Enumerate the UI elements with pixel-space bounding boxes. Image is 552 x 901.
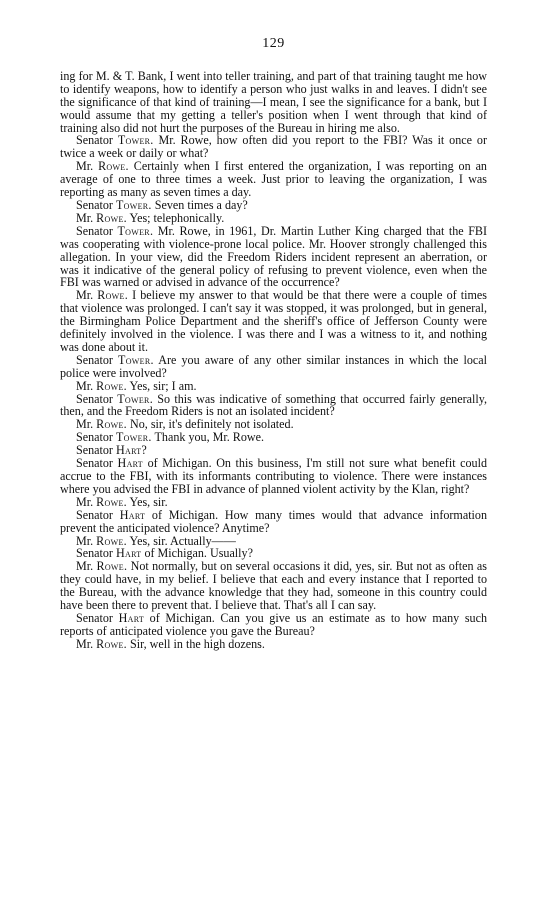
speech-text: of Michigan. How many times would that advance information prevent the anticipated violence? Anytime?: [60, 507, 488, 535]
speaker-name: Senator Hart: [76, 610, 145, 625]
transcript-paragraph: [60, 70, 487, 135]
speech-text: of Michigan. Can you give us an estimate as to how many such reports of anticipated violence you gave the Bureau?: [60, 610, 487, 638]
speaker-name: Senator Tower.: [76, 391, 154, 406]
speaker-name: Senator Tower.: [76, 430, 152, 445]
speaker-name: Senator Hart: [76, 546, 142, 561]
speech-text: So this was indicative of something that occurred fairly generally, then, and the Freedom Riders is not an isolated incident?: [60, 391, 488, 419]
speaker-name: Senator Tower.: [76, 197, 152, 212]
speech-text: Thank you, Mr. Rowe.: [151, 430, 265, 445]
speech-text: Yes, sir.: [126, 494, 168, 509]
speech-text: Not normally, but on several occasions it did, yes, sir. But not as often as they could have, in my belief. I believe that each and every instance that I reported to the Bureau, with the advance knowledge that they had, someone in this country could have been there to prevent that. I believe that. That's all I can say.: [60, 559, 487, 613]
speaker-name: Senator Hart: [76, 456, 143, 471]
speaker-name: Mr. Rowe.: [76, 636, 127, 651]
document-page: [60, 38, 487, 651]
speaker-name: Mr. Rowe.: [76, 417, 127, 432]
transcript-paragraph: [60, 225, 487, 290]
transcript-body: [60, 70, 487, 651]
speaker-name: Mr. Rowe.: [76, 210, 127, 225]
speech-text: Seven times a day?: [151, 197, 248, 212]
transcript-paragraph: [60, 134, 487, 160]
speech-text: ing for M. & T. Bank, I went into teller training, and part of that training taught me how to identify weapons, how to identify a person who just walks in and leaves. I didn't see the significance of that kind of training—I mean, I see the significance for a bank, but I would assume that my getting a teller's position when I went through that kind of training also did not hurt the purposes of the Bureau in hiring me also.: [60, 68, 487, 135]
page-number: 129: [262, 36, 285, 51]
speech-text: Are you aware of any other similar instances in which the local police were involved?: [60, 352, 487, 380]
speaker-name: Mr. Rowe.: [76, 494, 127, 509]
speech-text: No, sir, it's definitely not isolated.: [126, 417, 294, 432]
transcript-paragraph: [60, 393, 487, 419]
transcript-paragraph: [60, 289, 487, 354]
speech-text: Yes, sir. Actually——: [126, 533, 236, 548]
speaker-name: Senator Tower.: [76, 223, 154, 238]
speaker-name: Mr. Rowe.: [76, 559, 128, 574]
speech-text: Mr. Rowe, in 1961, Dr. Martin Luther King charged that the FBI was cooperating with violence-prone local police. Mr. Hoover strongly challenged this allegation. In your view, did the Freedom Riders incident represent an aberration, or was it indicative of the general policy of refusing to prevent violence, even when the FBI was warned or advised in advance of the occurrence?: [60, 223, 488, 290]
speaker-name: Mr. Rowe.: [76, 533, 127, 548]
speech-text: of Michigan. On this business, I'm still not sure what benefit could accrue to the FBI, with its informants contributing to violence. There were instances where you advised the FBI in advance of planned violent activity by the Klan, right?: [60, 456, 488, 496]
speech-text: of Michigan. Usually?: [141, 546, 253, 561]
transcript-paragraph: [60, 354, 487, 380]
speech-text: Sir, well in the high dozens.: [126, 636, 265, 651]
speaker-name: Senator Hart: [76, 507, 146, 522]
transcript-paragraph: [60, 612, 487, 638]
speaker-name: Mr. Rowe.: [76, 159, 129, 174]
speech-text: Yes; telephonically.: [126, 210, 225, 225]
transcript-paragraph: [60, 457, 487, 496]
speaker-name: Mr. Rowe.: [76, 378, 127, 393]
speech-text: Mr. Rowe, how often did you report to the FBI? Was it once or twice a week or daily or what?: [60, 133, 487, 161]
speaker-name: Senator Hart?: [76, 443, 148, 458]
speaker-name: Senator Tower.: [76, 133, 154, 148]
speech-text: Certainly when I first entered the organization, I was reporting on an average of one to three times a week. Just prior to leaving the organization, I was reporting as many as seven times a day.: [60, 159, 487, 200]
transcript-paragraph: [60, 509, 487, 535]
speech-text: I believe my answer to that would be that there were a couple of times that violence was prolonged. I can't say it was stopped, it was prolonged, but in general, the Birmingham Police Department and the sheriff's office of Jefferson County were definitely involved in the violence. I was there and I was a witness to it, and nothing was done about it.: [60, 288, 487, 354]
transcript-paragraph: [60, 560, 487, 612]
speaker-name: Senator Tower.: [76, 352, 154, 367]
speech-text: Yes, sir; I am.: [126, 378, 197, 393]
transcript-paragraph: [60, 160, 487, 199]
transcript-paragraph: [60, 638, 487, 651]
speaker-name: Mr. Rowe.: [76, 288, 129, 303]
